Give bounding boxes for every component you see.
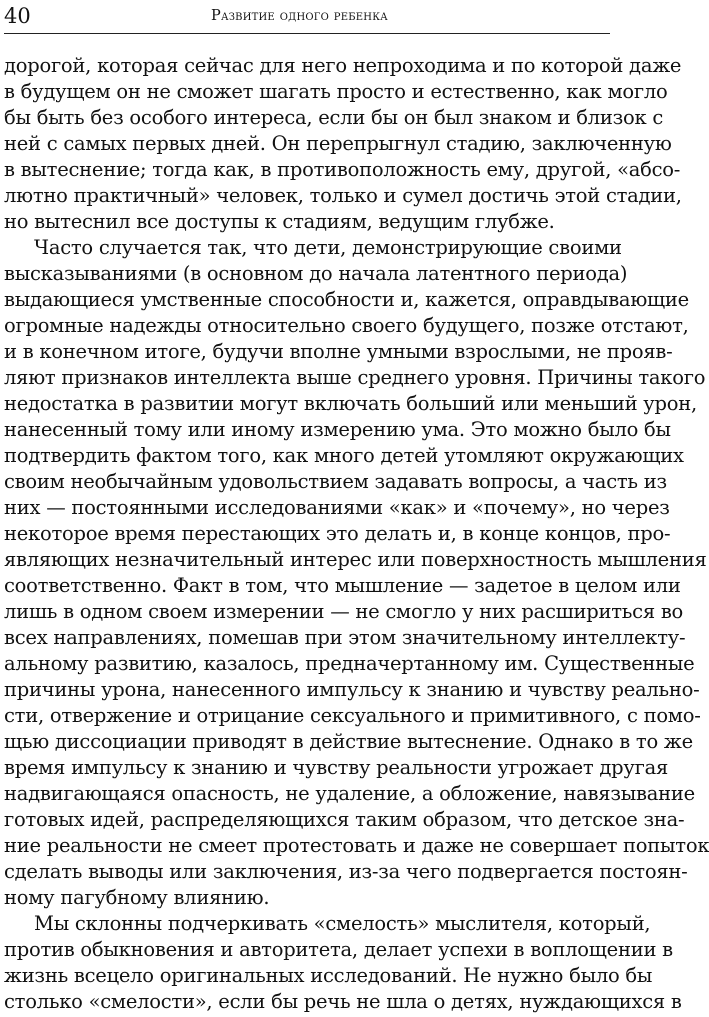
text-line: Мы склонны подчеркивать «смелость» мыслителя, который, [34,912,651,935]
running-title: Развитие одного ребенка [211,8,388,24]
text-line: столько «смелости», если бы речь не шла о детях, нуждающихся в [4,990,682,1013]
text-line: лютно практичный» человек, только и сумел достичь этой стадии, [4,184,682,207]
text-line: сделать выводы или заключения, из-за чего подвергается постоян- [4,860,688,883]
text-line: сти, отвержение и отрицание сексуального и примитивного, с помо- [4,704,701,727]
text-line: недостатка в развитии могут включать больший или меньший урон, [4,392,697,415]
page-header [4,2,610,36]
text-line: высказываниями (в основном до начала латентного периода) [4,262,628,285]
text-line: альному развитию, казалось, предначертанному им. Существенные [4,652,695,675]
text-line: ней с самых первых дней. Он перепрыгнул стадию, заключенную [4,132,672,155]
text-line: надвигающаяся опасность, не удаление, а обложение, навязывание [4,782,695,805]
text-line: всех направлениях, помешав при этом значительному интеллекту- [4,626,686,649]
text-line: соответственно. Факт в том, что мышление — задетое в целом или [4,574,681,597]
text-line: них — постоянными исследованиями «как» и «почему», но через [4,496,670,519]
text-line: время импульсу к знанию и чувству реальности угрожает другая [4,756,669,779]
text-line: некоторое время перестающих это делать и, в конце концов, про- [4,522,671,545]
text-line: бы быть без особого интереса, если бы он был знаком и близок с [4,106,664,129]
text-line: подтвердить фактом того, как много детей утомляют окружающих [4,444,684,467]
header-rule [4,33,610,34]
text-line: огромные надежды относительно своего будущего, позже отстают, [4,314,689,337]
text-line: причины урона, нанесенного импульсу к знанию и чувству реально- [4,678,700,701]
text-line: против обыкновения и авторитета, делает успехи в воплощении в [4,938,673,961]
text-line: в будущем он не сможет шагать просто и естественно, как могло [4,80,668,103]
text-line: ному пагубному влиянию. [4,886,270,909]
page-number: 40 [4,4,31,28]
text-line: своим необычайным удовольствием задавать вопросы, а часть из [4,470,667,493]
text-line: но вытеснил все доступы к стадиям, ведущим глубже. [4,210,555,233]
text-line: и в конечном итоге, будучи вполне умными взрослыми, не прояв- [4,340,673,363]
text-line: нанесенный тому или иному измерению ума. Это можно было бы [4,418,671,441]
text-line: лишь в одном своем измерении — не смогло у них расшириться во [4,600,684,623]
text-line: ляют признаков интеллекта выше среднего уровня. Причины такого [4,366,706,389]
text-line: являющих незначительный интерес или поверхностность мышления [4,548,707,571]
text-line: жизнь всецело оригинальных исследований. Не нужно было бы [4,964,653,987]
text-line: Часто случается так, что дети, демонстрирующие своими [34,236,622,259]
text-line: готовых идей, распределяющихся таким образом, что детское зна- [4,808,685,831]
text-line: выдающиеся умственные способности и, кажется, оправдывающие [4,288,689,311]
text-line: ние реальности не смеет протестовать и даже не совершает попыток [4,834,709,857]
text-line: в вытеснение; тогда как, в противоположность ему, другой, «абсо- [4,158,681,181]
text-line: щью диссоциации приводят в действие вытеснение. Однако в то же [4,730,693,753]
text-line: дорогой, которая сейчас для него непроходима и по которой даже [4,54,682,77]
